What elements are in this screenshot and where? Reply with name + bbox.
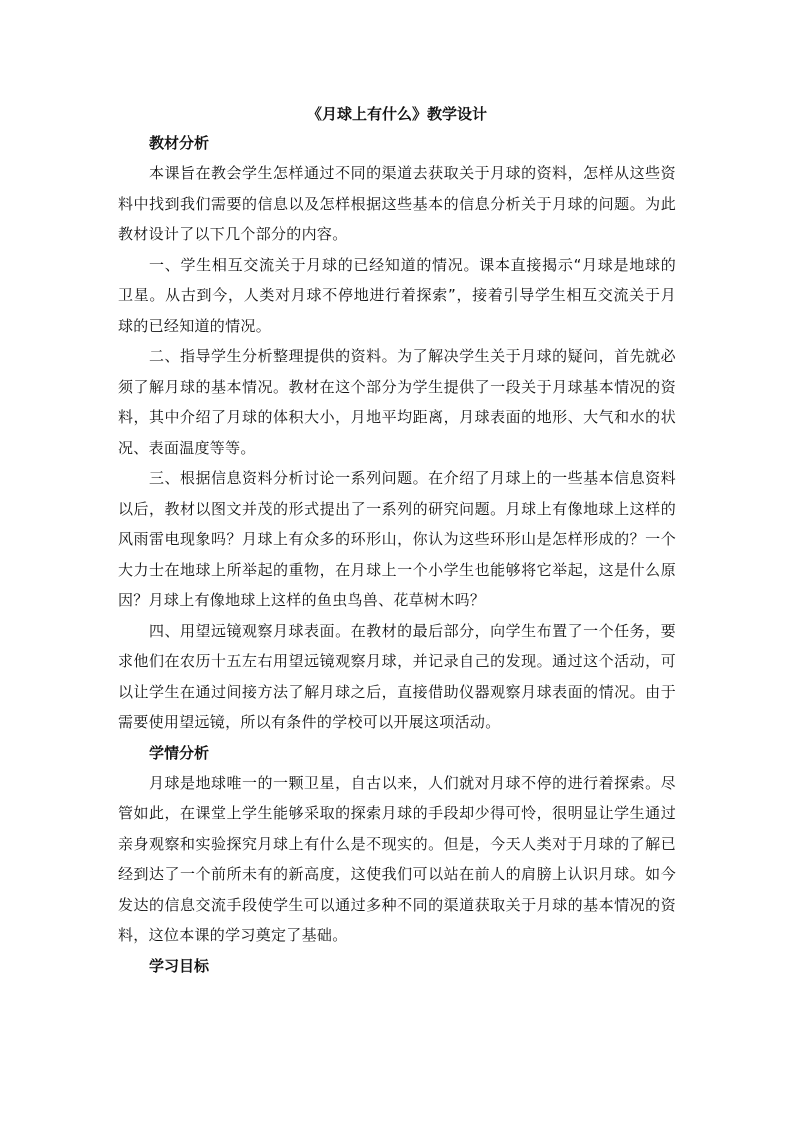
paragraph: 一、学生相互交流关于月球的已经知道的情况。课本直接揭示“月球是地球的卫星。从古到今，人类对月球不停地进行着探索”，接着引导学生相互交流关于月球的已经知道的情况。 (118, 255, 676, 335)
section-heading-learning-objectives: 学习目标 (149, 956, 210, 975)
paragraph: 三、根据信息资料分析讨论一系列问题。在介绍了月球上的一些基本信息资料以后，教材以图文并茂的形式提出了一系列的研究问题。月球上有像地球上这样的风雨雷电现象吗？月球上有众多的环形山，你认为这些环形山是怎样形成的？一个大力士在地球上所举起的重物，在月球上一个小学生也能够将它举起，这是什么原因？月球上有像地球上这样的鱼虫鸟兽、花草树木吗？ (118, 469, 676, 609)
document-body (118, 100, 676, 981)
paragraph: 四、用望远镜观察月球表面。在教材的最后部分，向学生布置了一个任务，要求他们在农历十五左右用望远镜观察月球，并记录自己的发现。通过这个活动，可以让学生在通过间接方法了解月球之后，直接借助仪器观察月球表面的情况。由于需要使用望远镜，所以有条件的学校可以开展这项活动。 (118, 621, 676, 731)
document-title: 《月球上有什么》教学设计 (306, 105, 487, 123)
paragraph: 二、指导学生分析整理提供的资料。为了解决学生关于月球的疑问，首先就必须了解月球的基本情况。教材在这个部分为学生提供了一段关于月球基本情况的资料，其中介绍了月球的体积大小，月地平均距离，月球表面的地形、大气和水的状况、表面温度等等。 (118, 347, 676, 457)
section-heading-textbook-analysis: 教材分析 (149, 134, 210, 152)
section-heading-student-analysis: 学情分析 (149, 743, 210, 762)
paragraph: 本课旨在教会学生怎样通过不同的渠道去获取关于月球的资料，怎样从这些资料中找到我们需要的信息以及怎样根据这些基本的信息分析关于月球的问题。为此教材设计了以下几个部分的内容。 (118, 164, 676, 243)
paragraph: 月球是地球唯一的一颗卫星，自古以来，人们就对月球不停的进行着探索。尽管如此，在课堂上学生能够采取的探索月球的手段却少得可怜，很明显让学生通过亲身观察和实验探究月球上有什么是不现实的。但是，今天人类对于月球的了解已经到达了一个前所未有的新高度，这使我们可以站在前人的肩膀上认识月球。如今发达的信息交流手段使学生可以通过多种不同的渠道获取关于月球的基本情况的资料，这位本课的学习奠定了基础。 (118, 773, 676, 944)
